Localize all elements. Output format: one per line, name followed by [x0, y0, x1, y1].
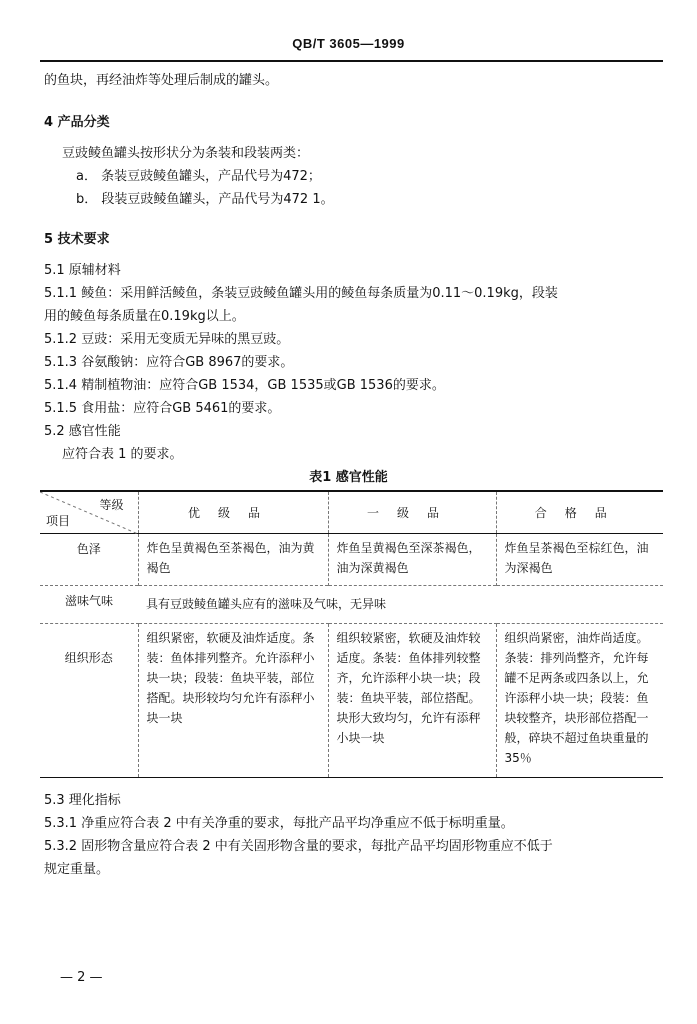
- cell-color-qualified: 炸鱼呈茶褐色至棕红色，油为深褐色: [496, 533, 663, 585]
- section-5-1-heading: 5.1 原辅材料: [44, 263, 121, 278]
- section-4-text: 豆豉鲮鱼罐头按形状分为条装和段装两类：: [62, 146, 310, 161]
- section-5-2-heading: 5.2 感官性能: [44, 424, 121, 439]
- table-row-taste: [40, 585, 663, 623]
- section-5-1-2: 5.1.2 豆豉：采用无变质无异味的黑豆豉。: [44, 332, 290, 347]
- continued-text: 的鱼块，再经油炸等处理后制成的罐头。: [44, 73, 279, 88]
- cell-taste-all-grades: 具有豆豉鲮鱼罐头应有的滋味及气味，无异味: [138, 585, 663, 623]
- section-5-1-5: 5.1.5 食用盐：应符合GB 5461的要求。: [44, 401, 281, 416]
- cell-texture-first-grade: 组织较紧密，软硬及油炸较适度。条装：鱼体排列较整齐，允许添秤小块一块；段装：鱼块平装，部位搭配。块形大致均匀，允许有添秤小块一块: [328, 623, 496, 777]
- table-row-color: [40, 533, 663, 585]
- table-header-row: [40, 491, 663, 533]
- corner-item-label: 项目: [46, 513, 71, 528]
- section-5-3-2-line-1: 5.3.2 固形物含量应符合表 2 中有关固形物含量的要求，每批产品平均固形物重应不低于: [44, 839, 553, 854]
- col-header-qualified: 合格品: [496, 491, 663, 533]
- section-4-item-a: a． 条装豆豉鲮鱼罐头，产品代号为472；: [76, 169, 321, 184]
- section-5-2-text: 应符合表 1 的要求。: [62, 447, 183, 462]
- section-5-3-1: 5.3.1 净重应符合表 2 中有关净重的要求，每批产品平均净重应不低于标明重量。: [44, 816, 514, 831]
- section-4-heading: 4 产品分类: [44, 115, 110, 130]
- sensory-table: [40, 490, 663, 778]
- cell-color-first-grade: 炸鱼呈黄褐色至深茶褐色，油为深黄褐色: [328, 533, 496, 585]
- cell-texture-qualified: 组织尚紧密，油炸尚适度。条装：排列尚整齐，允许每罐不足两条或四条以上，允许添秤小块一块；段装：鱼块较整齐，块形部位搭配一般，碎块不超过鱼块重量的35％: [496, 623, 663, 777]
- section-5-3-2-line-2: 规定重量。: [44, 862, 110, 877]
- document-code: QB/T 3605—1999: [292, 36, 405, 51]
- section-5-1-1-line-2: 用的鲮鱼每条质量在0.19kg以上。: [44, 309, 245, 324]
- cell-color-premium: 炸色呈黄褐色至茶褐色，油为黄褐色: [138, 533, 328, 585]
- col-header-first-grade: 一级品: [328, 491, 496, 533]
- table-corner-cell: [40, 491, 138, 533]
- section-5-heading: 5 技术要求: [44, 232, 110, 247]
- section-5-1-1-line-1: 5.1.1 鲮鱼：采用鲜活鲮鱼，条装豆豉鲮鱼罐头用的鲮鱼每条质量为0.11～0.19kg，段装: [44, 286, 558, 301]
- section-5-1-4: 5.1.4 精制植物油：应符合GB 1534，GB 1535或GB 1536的要求。: [44, 378, 445, 393]
- row-item-color: 色泽: [76, 541, 101, 556]
- header-rule: [40, 60, 663, 62]
- page-number: — 2 —: [60, 970, 103, 985]
- section-4-item-b: b． 段装豆豉鲮鱼罐头，产品代号为472 1。: [76, 192, 334, 207]
- corner-grade-label: 等级: [99, 498, 124, 512]
- table-caption: 表1 感官性能: [309, 470, 388, 485]
- cell-texture-premium: 组织紧密，软硬及油炸适度。条装：鱼体排列整齐。允许添秤小块一块；段装：鱼块平装，部位搭配。块形较均匀允许有添秤小块一块: [138, 623, 328, 777]
- section-5-1-3: 5.1.3 谷氨酸钠：应符合GB 8967的要求。: [44, 355, 294, 370]
- section-5-3-heading: 5.3 理化指标: [44, 793, 121, 808]
- table-row-texture: [40, 623, 663, 777]
- col-header-premium: 优级品: [138, 491, 328, 533]
- row-item-taste: 滋味气味: [40, 585, 138, 623]
- row-item-texture: 组织形态: [40, 623, 138, 777]
